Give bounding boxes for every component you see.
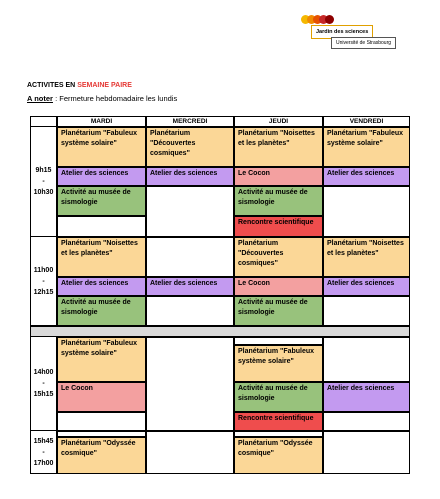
activity-musee: Activité au musée de sismologie [234, 382, 323, 412]
activity-musee: Activité au musée de sismologie [234, 186, 323, 216]
time-slot-1: 9h15 - 10h30 [30, 127, 57, 237]
activity-planetarium: Planétarium "Fabuleux système solaire" [57, 127, 146, 167]
header-corner [30, 116, 57, 127]
empty-cell [57, 412, 146, 431]
jardin-des-sciences-logo [301, 15, 409, 49]
logo-line-1: Jardin des sciences [311, 25, 373, 39]
activity-atelier: Atelier des sciences [57, 167, 146, 186]
activity-planetarium: Planétarium "Odyssée cosmique" [234, 437, 323, 474]
activity-planetarium: Planétarium "Noisettes et les planètes" [234, 127, 323, 167]
note-text: : Fermeture hebdomadaire les lundis [52, 94, 178, 103]
day-header-friday: VENDREDI [323, 116, 410, 127]
activity-planetarium: Planétarium "Odyssée cosmique" [57, 437, 146, 474]
empty-cell [57, 216, 146, 237]
logo-line-2: Université de Strasbourg [331, 37, 396, 49]
day-header-thursday: JEUDI [234, 116, 323, 127]
activity-atelier: Atelier des sciences [146, 277, 234, 296]
activity-planetarium: Planétarium "Fabuleux système solaire" [323, 127, 410, 167]
time-slot-3: 14h00 - 15h15 [30, 337, 57, 431]
closure-note [27, 94, 177, 103]
heading-highlight: SEMAINE PAIRE [77, 82, 132, 89]
activity-musee: Activité au musée de sismologie [234, 296, 323, 326]
activity-rencontre: Rencontre scientifique [234, 412, 323, 431]
empty-cell [323, 296, 410, 326]
activity-cocon: Le Cocon [234, 167, 323, 186]
activity-atelier: Atelier des sciences [323, 277, 410, 296]
empty-cell [323, 337, 410, 382]
empty-cell [146, 186, 234, 237]
empty-cell [146, 337, 234, 431]
activity-atelier: Atelier des sciences [323, 167, 410, 186]
day-header-wednesday: MERCREDI [146, 116, 234, 127]
activity-atelier: Atelier des sciences [146, 167, 234, 186]
activity-planetarium: Planétarium "Fabuleux système solaire" [57, 337, 146, 382]
activity-planetarium: Planétarium "Noisettes et les planètes" [323, 237, 410, 277]
heading-prefix: ACTIVITES EN [27, 82, 78, 89]
activity-planetarium: Planétarium "Découvertes cosmiques" [146, 127, 234, 167]
activity-planetarium: Planétarium "Noisettes et les planètes" [57, 237, 146, 277]
logo-dot-icon [325, 15, 334, 24]
time-slot-2: 11h00 - 12h15 [30, 237, 57, 326]
activity-planetarium: Planétarium "Découvertes cosmiques" [234, 237, 323, 277]
activity-rencontre: Rencontre scientifique [234, 216, 323, 237]
activity-cocon: Le Cocon [57, 382, 146, 412]
day-header-tuesday: MARDI [57, 116, 146, 127]
empty-cell [146, 237, 234, 277]
empty-cell [234, 337, 323, 345]
empty-cell [146, 431, 234, 474]
activity-atelier: Atelier des sciences [57, 277, 146, 296]
activity-musee: Activité au musée de sismologie [57, 296, 146, 326]
activity-planetarium: Planétarium "Fabuleux système solaire" [234, 345, 323, 382]
empty-cell [323, 431, 410, 474]
empty-cell [323, 186, 410, 237]
activity-atelier: Atelier des sciences [323, 382, 410, 412]
activity-cocon: Le Cocon [234, 277, 323, 296]
note-label: A noter [27, 94, 53, 103]
schedule-table [30, 116, 410, 474]
time-slot-4: 15h45 - 17h00 [30, 431, 57, 474]
empty-cell [323, 412, 410, 431]
page-heading [27, 82, 132, 89]
activity-musee: Activité au musée de sismologie [57, 186, 146, 216]
lunch-separator [30, 326, 410, 337]
empty-cell [146, 296, 234, 326]
